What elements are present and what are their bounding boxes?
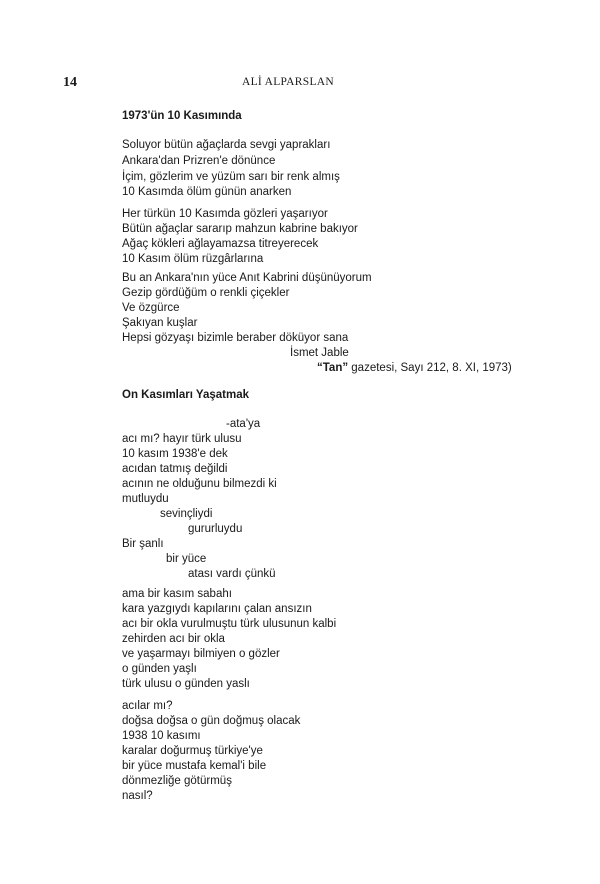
poem-line: Soluyor bütün ağaçlarda sevgi yaprakları xyxy=(122,139,331,151)
poem-line: 10 Kasımda ölüm günün anarken xyxy=(122,186,292,198)
poem-line: türk ulusu o günden yaslı xyxy=(122,678,250,690)
poem-line: gururluydu xyxy=(188,523,243,535)
poem-line: ve yaşarmayı bilmiyen o gözler xyxy=(122,648,280,660)
poem1-author: İsmet Jable xyxy=(290,347,349,359)
poem-line: zehirden acı bir okla xyxy=(122,633,225,645)
poem-line: atası vardı çünkü xyxy=(188,568,276,580)
page-number: 14 xyxy=(63,75,77,90)
poem-line: Bir şanlı xyxy=(122,538,164,550)
poem-line: Bu an Ankara'nın yüce Anıt Kabrini düşünüyorum xyxy=(122,272,372,284)
poem-line: Bütün ağaçlar sararıp mahzun kabrine bakıyor xyxy=(122,223,358,235)
poem-line: 1938 10 kasımı xyxy=(122,730,201,742)
poem-line: sevinçliydi xyxy=(160,508,213,520)
poem2-dedication: -ata'ya xyxy=(226,418,261,430)
poem-line: Ankara'dan Prizren'e dönünce xyxy=(122,155,276,167)
poem-line: acıdan tatmış değildi xyxy=(122,463,228,475)
poem-line: Ve özgürce xyxy=(122,302,180,314)
poem-line: acı bir okla vurulmuştu türk ulusunun kalbi xyxy=(122,618,337,630)
poem-line: Hepsi gözyaşı bizimle beraber döküyor sana xyxy=(122,332,349,344)
poem-line: ama bir kasım sabahı xyxy=(122,588,232,600)
poem-line: acının ne olduğunu bilmezdi ki xyxy=(122,478,277,490)
poem-line: bir yüce mustafa kemal'i bile xyxy=(122,760,267,772)
poem-line: Ağaç kökleri ağlayamazsa titreyerecek xyxy=(122,238,319,250)
poem-line: Her türkün 10 Kasımda gözleri yaşarıyor xyxy=(122,208,328,220)
poem-line: bir yüce xyxy=(166,553,207,565)
poem2-title: On Kasımları Yaşatmak xyxy=(122,389,249,401)
poem-line: İçim, gözlerim ve yüzüm sarı bir renk almış xyxy=(122,171,340,183)
poem-line: o günden yaşlı xyxy=(122,663,197,675)
source-details: gazetesi, Sayı 212, 8. XI, 1973) xyxy=(348,362,512,374)
poem-line: dönmezliğe götürmüş xyxy=(122,775,232,787)
poem1-source xyxy=(317,363,512,375)
poem-line: 10 Kasım ölüm rüzgârlarına xyxy=(122,253,264,265)
poem-line: acılar mı? xyxy=(122,700,173,712)
poem-line: 10 kasım 1938'e dek xyxy=(122,448,228,460)
poem-line: Şakıyan kuşlar xyxy=(122,317,198,329)
poem1-title: 1973'ün 10 Kasımında xyxy=(122,110,242,122)
poem-line: doğsa doğsa o gün doğmuş olacak xyxy=(122,715,301,727)
poem-line: acı mı? hayır türk ulusu xyxy=(122,433,242,445)
running-title: ALİ ALPARSLAN xyxy=(242,76,334,88)
poem-line: nasıl? xyxy=(122,790,153,802)
poem-line: Gezip gördüğüm o renkli çiçekler xyxy=(122,287,290,299)
poem-line: mutluydu xyxy=(122,493,169,505)
poem-line: kara yazgıydı kapılarını çalan ansızın xyxy=(122,603,312,615)
poem-line: karalar doğurmuş türkiye'ye xyxy=(122,745,263,757)
source-newspaper: “Tan” xyxy=(317,362,349,374)
